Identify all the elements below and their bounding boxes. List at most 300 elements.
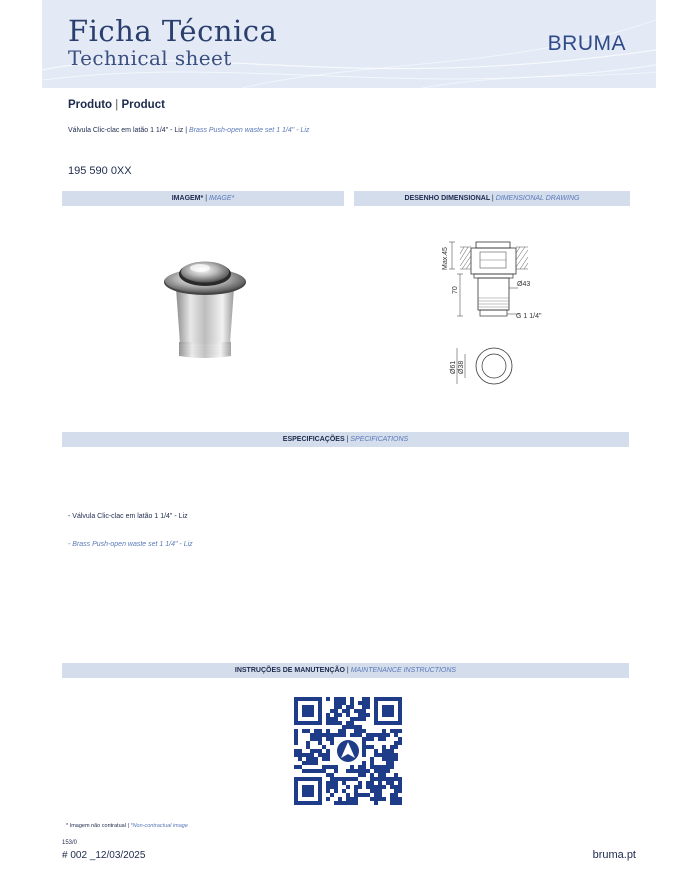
qr-module xyxy=(390,781,394,785)
qr-module xyxy=(326,781,330,785)
qr-module xyxy=(326,789,330,793)
qr-module xyxy=(350,733,354,737)
qr-module xyxy=(326,717,330,721)
qr-module xyxy=(382,737,386,741)
qr-module xyxy=(350,801,354,805)
qr-module xyxy=(378,793,382,797)
qr-module xyxy=(346,777,350,781)
qr-module xyxy=(366,705,370,709)
page-title: Ficha Técnica xyxy=(68,14,278,48)
qr-module xyxy=(370,777,374,781)
qr-module xyxy=(398,789,402,793)
qr-module xyxy=(358,733,362,737)
qr-finder xyxy=(302,785,314,797)
qr-module xyxy=(398,737,402,741)
qr-module xyxy=(362,737,366,741)
qr-module xyxy=(330,733,334,737)
qr-module xyxy=(334,705,338,709)
qr-module xyxy=(314,749,318,753)
website-link[interactable]: bruma.pt xyxy=(592,849,636,861)
revision-date: # 002 _12/03/2025 xyxy=(62,850,146,861)
qr-module xyxy=(394,777,398,781)
qr-module xyxy=(330,737,334,741)
qr-module xyxy=(394,757,398,761)
qr-module xyxy=(382,733,386,737)
qr-module xyxy=(354,785,358,789)
qr-module xyxy=(374,785,378,789)
specs-label-pt: ESPECIFICAÇÕES xyxy=(282,436,345,443)
qr-module xyxy=(354,793,358,797)
qr-module xyxy=(342,733,346,737)
qr-module xyxy=(318,769,322,773)
qr-module xyxy=(326,749,330,753)
qr-module xyxy=(378,785,382,789)
qr-module xyxy=(314,761,318,765)
qr-module xyxy=(294,733,298,737)
qr-module xyxy=(314,737,318,741)
drawing-label-pt: DESENHO DIMENSIONAL xyxy=(404,195,490,202)
qr-module xyxy=(306,745,310,749)
qr-module xyxy=(354,733,358,737)
qr-module xyxy=(326,729,330,733)
qr-module xyxy=(318,737,322,741)
qr-module xyxy=(366,697,370,701)
qr-module xyxy=(322,757,326,761)
qr-module xyxy=(306,741,310,745)
qr-module xyxy=(358,773,362,777)
qr-module xyxy=(374,753,378,757)
spec-line-pt: - Válvula Clic-clac em latão 1 1/4" - Liz xyxy=(68,513,188,520)
qr-module xyxy=(366,785,370,789)
qr-module xyxy=(334,781,338,785)
qr-module xyxy=(362,709,366,713)
qr-module xyxy=(394,789,398,793)
qr-module xyxy=(294,765,298,769)
qr-module xyxy=(330,765,334,769)
qr-module xyxy=(334,697,338,701)
qr-module xyxy=(342,729,346,733)
qr-module xyxy=(390,761,394,765)
qr-module xyxy=(378,769,382,773)
qr-module xyxy=(350,797,354,801)
product-heading-en: Product xyxy=(121,99,165,111)
qr-module xyxy=(386,765,390,769)
height-label: 70 xyxy=(452,286,459,294)
qr-module xyxy=(366,793,370,797)
qr-module xyxy=(378,777,382,781)
qr-module xyxy=(386,753,390,757)
qr-module xyxy=(386,761,390,765)
qr-module xyxy=(322,753,326,757)
d61-label: Ø61 xyxy=(450,360,457,374)
qr-module xyxy=(378,781,382,785)
qr-module xyxy=(362,765,366,769)
disclaimer-en: *Non-contractual image xyxy=(130,823,188,829)
qr-module xyxy=(358,725,362,729)
qr-module xyxy=(350,717,354,721)
maintenance-qr-code[interactable] xyxy=(294,697,402,805)
qr-module xyxy=(318,741,322,745)
qr-module xyxy=(306,729,310,733)
qr-module xyxy=(398,741,402,745)
qr-module xyxy=(370,745,374,749)
qr-module xyxy=(354,789,358,793)
qr-module xyxy=(358,781,362,785)
qr-module xyxy=(346,709,350,713)
qr-module xyxy=(358,701,362,705)
qr-module xyxy=(350,725,354,729)
qr-module xyxy=(314,769,318,773)
qr-module xyxy=(346,769,350,773)
qr-module xyxy=(398,785,402,789)
qr-module xyxy=(386,781,390,785)
page-subtitle: Technical sheet xyxy=(68,46,232,70)
qr-module xyxy=(342,709,346,713)
qr-module xyxy=(338,713,342,717)
qr-module xyxy=(334,713,338,717)
qr-module xyxy=(338,801,342,805)
qr-module xyxy=(362,741,366,745)
qr-module xyxy=(322,769,326,773)
qr-module xyxy=(294,737,298,741)
qr-module xyxy=(362,697,366,701)
qr-module xyxy=(382,753,386,757)
qr-module xyxy=(362,769,366,773)
qr-module xyxy=(362,713,366,717)
qr-module xyxy=(370,781,374,785)
qr-module xyxy=(310,749,314,753)
qr-module xyxy=(378,797,382,801)
qr-module xyxy=(326,713,330,717)
qr-module xyxy=(382,785,386,789)
qr-module xyxy=(310,769,314,773)
product-code: 195 590 0XX xyxy=(68,165,132,177)
qr-module xyxy=(346,713,350,717)
qr-module xyxy=(350,721,354,725)
qr-module xyxy=(350,769,354,773)
max-label: Max.45 xyxy=(442,247,449,270)
product-desc-en: Brass Push-open waste set 1 1/4" - Liz xyxy=(189,127,310,134)
qr-module xyxy=(358,717,362,721)
qr-module xyxy=(354,777,358,781)
qr-module xyxy=(330,785,334,789)
qr-module xyxy=(366,733,370,737)
qr-module xyxy=(314,729,318,733)
qr-module xyxy=(334,789,338,793)
qr-module xyxy=(390,757,394,761)
qr-module xyxy=(338,705,342,709)
qr-module xyxy=(386,777,390,781)
product-heading-pt: Produto xyxy=(68,99,113,111)
qr-module xyxy=(334,733,338,737)
qr-module xyxy=(298,765,302,769)
qr-module xyxy=(346,725,350,729)
qr-module xyxy=(314,733,318,737)
qr-module xyxy=(398,781,402,785)
qr-module xyxy=(350,701,354,705)
qr-module xyxy=(370,773,374,777)
qr-module xyxy=(366,769,370,773)
qr-module xyxy=(318,749,322,753)
qr-module xyxy=(338,697,342,701)
qr-module xyxy=(394,733,398,737)
brand-logo: BRUMA xyxy=(547,32,626,55)
qr-module xyxy=(394,793,398,797)
qr-module xyxy=(370,761,374,765)
image-label-en: IMAGE* xyxy=(208,195,235,202)
qr-module xyxy=(386,749,390,753)
qr-module xyxy=(382,773,386,777)
qr-module xyxy=(318,729,322,733)
qr-module xyxy=(330,721,334,725)
qr-module xyxy=(314,757,318,761)
qr-module xyxy=(362,745,366,749)
product-image xyxy=(150,252,260,367)
qr-module xyxy=(346,793,350,797)
qr-module xyxy=(390,801,394,805)
qr-module xyxy=(370,789,374,793)
qr-module xyxy=(370,765,374,769)
qr-module xyxy=(374,801,378,805)
qr-module xyxy=(334,765,338,769)
qr-module xyxy=(342,701,346,705)
qr-module xyxy=(354,801,358,805)
qr-module xyxy=(294,729,298,733)
qr-module xyxy=(334,785,338,789)
qr-module xyxy=(374,765,378,769)
qr-module xyxy=(378,737,382,741)
qr-module xyxy=(330,741,334,745)
qr-module xyxy=(374,789,378,793)
qr-module xyxy=(334,769,338,773)
qr-module xyxy=(306,753,310,757)
document-reference: 153/0 xyxy=(62,840,78,846)
qr-module xyxy=(362,717,366,721)
qr-module xyxy=(334,777,338,781)
qr-module xyxy=(374,793,378,797)
qr-module xyxy=(374,733,378,737)
thread-label: G 1 1/4" xyxy=(516,313,542,320)
qr-module xyxy=(342,725,346,729)
qr-module xyxy=(362,773,366,777)
qr-module xyxy=(326,733,330,737)
qr-module xyxy=(358,785,362,789)
qr-module xyxy=(342,781,346,785)
qr-module xyxy=(354,729,358,733)
qr-module xyxy=(394,785,398,789)
qr-module xyxy=(322,733,326,737)
qr-module xyxy=(298,749,302,753)
qr-module xyxy=(358,793,362,797)
qr-module xyxy=(334,709,338,713)
disclaimer-pt: * Imagem não contratual xyxy=(66,823,126,829)
product-heading xyxy=(68,99,165,111)
qr-module xyxy=(394,753,398,757)
qr-module xyxy=(342,801,346,805)
qr-module xyxy=(394,745,398,749)
qr-module xyxy=(334,717,338,721)
qr-module xyxy=(354,717,358,721)
qr-module xyxy=(330,773,334,777)
qr-module xyxy=(326,737,330,741)
qr-module xyxy=(302,729,306,733)
qr-module xyxy=(390,745,394,749)
qr-module xyxy=(398,797,402,801)
qr-module xyxy=(350,765,354,769)
maint-label-en: MAINTENANCE INSTRUCTIONS xyxy=(350,667,457,674)
qr-module xyxy=(374,797,378,801)
qr-module xyxy=(390,797,394,801)
qr-module xyxy=(338,733,342,737)
qr-module xyxy=(386,733,390,737)
qr-module xyxy=(346,785,350,789)
qr-module xyxy=(358,713,362,717)
qr-module xyxy=(382,769,386,773)
qr-module xyxy=(342,697,346,701)
qr-module xyxy=(354,797,358,801)
qr-module xyxy=(326,753,330,757)
qr-module xyxy=(378,753,382,757)
qr-module xyxy=(326,697,330,701)
qr-module xyxy=(390,749,394,753)
qr-module xyxy=(294,741,298,745)
qr-module xyxy=(330,781,334,785)
maint-label-pt: INSTRUÇÕES DE MANUTENÇÃO xyxy=(234,667,345,674)
qr-module xyxy=(382,749,386,753)
qr-module xyxy=(378,773,382,777)
qr-module xyxy=(310,733,314,737)
qr-module xyxy=(394,729,398,733)
image-disclaimer xyxy=(66,823,188,829)
qr-module xyxy=(390,793,394,797)
qr-module xyxy=(366,781,370,785)
maintenance-section-bar xyxy=(62,663,629,678)
qr-module xyxy=(350,705,354,709)
qr-module xyxy=(382,729,386,733)
qr-module xyxy=(342,789,346,793)
qr-module xyxy=(330,777,334,781)
qr-module xyxy=(302,761,306,765)
qr-module xyxy=(382,777,386,781)
qr-module xyxy=(370,757,374,761)
qr-module xyxy=(354,769,358,773)
divider: | xyxy=(346,436,349,443)
qr-module xyxy=(326,797,330,801)
qr-module xyxy=(390,765,394,769)
qr-module xyxy=(354,725,358,729)
qr-module xyxy=(334,721,338,725)
qr-module xyxy=(294,749,298,753)
qr-module xyxy=(374,769,378,773)
product-desc-pt: Válvula Clic-clac em latão 1 1/4" - Liz xyxy=(68,127,184,134)
specs-section-bar xyxy=(62,432,629,447)
qr-module xyxy=(362,753,366,757)
qr-module xyxy=(362,729,366,733)
qr-module xyxy=(310,753,314,757)
qr-module xyxy=(310,757,314,761)
qr-module xyxy=(398,729,402,733)
qr-module xyxy=(298,753,302,757)
qr-module xyxy=(318,753,322,757)
qr-module xyxy=(294,753,298,757)
qr-module xyxy=(310,737,314,741)
divider: | xyxy=(346,667,349,674)
qr-module xyxy=(386,757,390,761)
qr-module xyxy=(350,777,354,781)
qr-module xyxy=(378,765,382,769)
qr-module xyxy=(370,733,374,737)
qr-module xyxy=(390,785,394,789)
qr-module xyxy=(326,765,330,769)
qr-module xyxy=(346,721,350,725)
qr-module xyxy=(338,701,342,705)
qr-module xyxy=(366,745,370,749)
divider: | xyxy=(115,99,119,111)
qr-module xyxy=(354,709,358,713)
qr-module xyxy=(318,733,322,737)
qr-module xyxy=(394,801,398,805)
qr-module xyxy=(338,729,342,733)
qr-module xyxy=(370,737,374,741)
qr-module xyxy=(330,709,334,713)
header-banner xyxy=(42,0,656,88)
qr-module xyxy=(338,721,342,725)
qr-module xyxy=(390,729,394,733)
qr-module xyxy=(326,785,330,789)
qr-module xyxy=(378,789,382,793)
qr-module xyxy=(394,773,398,777)
d38-label: Ø38 xyxy=(458,360,465,374)
qr-module xyxy=(382,797,386,801)
qr-module xyxy=(382,757,386,761)
qr-module xyxy=(330,717,334,721)
qr-module xyxy=(362,749,366,753)
qr-module xyxy=(366,713,370,717)
specs-label-en: SPECIFICATIONS xyxy=(350,436,409,443)
qr-module xyxy=(334,701,338,705)
d43-label: Ø43 xyxy=(517,281,531,288)
qr-module xyxy=(362,701,366,705)
qr-module xyxy=(358,769,362,773)
spec-line-en: - Brass Push-open waste set 1 1/4" - Liz xyxy=(68,541,193,548)
qr-module xyxy=(334,801,338,805)
qr-module xyxy=(326,721,330,725)
image-section-bar xyxy=(62,191,344,206)
qr-module xyxy=(342,777,346,781)
divider: | xyxy=(185,127,188,134)
divider: | xyxy=(491,195,494,202)
divider: | xyxy=(127,823,129,829)
image-label-pt: IMAGEM* xyxy=(171,195,204,202)
qr-module xyxy=(394,797,398,801)
qr-module xyxy=(302,769,306,773)
qr-module xyxy=(350,697,354,701)
qr-module xyxy=(358,709,362,713)
qr-module xyxy=(398,801,402,805)
qr-module xyxy=(310,761,314,765)
qr-module xyxy=(338,797,342,801)
qr-module xyxy=(390,777,394,781)
qr-module xyxy=(374,777,378,781)
qr-module xyxy=(382,765,386,769)
product-description xyxy=(68,127,309,134)
qr-module xyxy=(378,733,382,737)
qr-module xyxy=(366,737,370,741)
qr-module xyxy=(326,773,330,777)
divider: | xyxy=(205,195,208,202)
qr-finder xyxy=(302,705,314,717)
qr-module xyxy=(386,769,390,773)
